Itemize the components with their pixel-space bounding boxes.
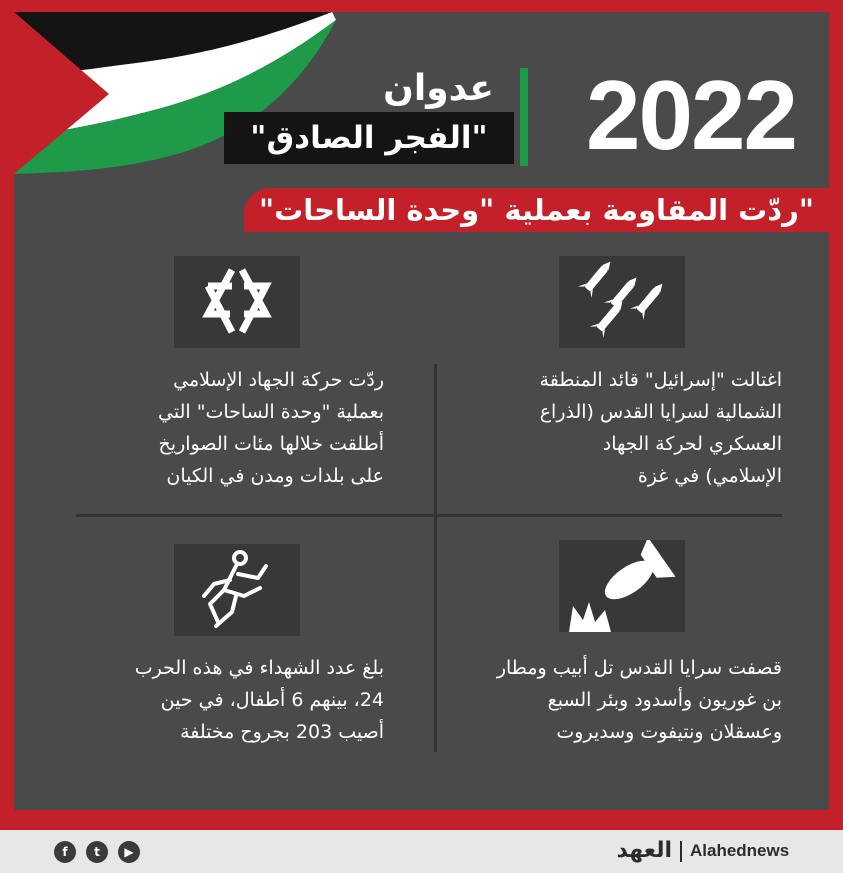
card-4-line: بلغ عدد الشهداء في هذه الحرب (134, 657, 384, 679)
response-banner-text: "ردّت المقاومة بعملية "وحدة الساحات" (259, 193, 814, 227)
card-1-line: اغتالت "إسرائيل" قائد المنطقة (539, 369, 782, 391)
response-banner (244, 188, 829, 232)
card-1-line: الإسلامي) في غزة (637, 465, 782, 487)
operation-name-box (224, 112, 514, 164)
card-1-line: العسكري لحركة الجهاد (602, 433, 782, 455)
card-3-line: قصفت سرايا القدس تل أبيب ومطار (496, 657, 782, 679)
brand-logo-english: Alahednews (690, 841, 790, 860)
grid-horizontal-divider (76, 514, 782, 517)
youtube-icon[interactable]: ▶ (118, 841, 140, 863)
brand-logo-arabic: العهد (616, 838, 672, 863)
card-3-line: بن غوريون وأسدود وبئر السبع (547, 689, 782, 711)
card-4-line: 24، بينهم 6 أطفال، في حين (160, 689, 384, 711)
footer-bar (0, 830, 843, 873)
missiles-icon (559, 256, 685, 348)
card-1-icon-box (559, 256, 685, 348)
card-3-text (480, 652, 782, 748)
grid-vertical-divider (434, 364, 437, 752)
card-3-line: وعسقلان ونتيفوت وسديروت (556, 721, 782, 743)
card-2-line: ردّت حركة الجهاد الإسلامي (173, 369, 384, 391)
card-2-icon-box (174, 256, 300, 348)
card-2-line: بعملية "وحدة الساحات" التي (158, 401, 384, 423)
card-2-text (88, 364, 384, 492)
card-2-line: على بلدات ومدن في الكيان (166, 465, 384, 487)
facebook-icon[interactable]: f (54, 841, 76, 863)
broken-star-of-david-icon (174, 256, 300, 348)
card-2-line: أطلقت خلالها مئات الصواريخ (158, 433, 384, 455)
card-1-text (490, 364, 782, 492)
fallen-person-icon (174, 544, 300, 636)
brand-separator (680, 841, 682, 862)
card-4-line: أصيب 203 بجروح مختلفة (180, 721, 384, 743)
card-1-line: الشمالية لسرايا القدس (الذراع (539, 401, 782, 423)
twitter-icon[interactable]: t (86, 841, 108, 863)
header-divider (520, 68, 528, 166)
year-title: 2022 (585, 60, 796, 170)
card-4-text (96, 652, 384, 748)
infographic-panel (14, 12, 829, 810)
rocket-strike-icon (559, 540, 685, 632)
card-4-icon-box (174, 544, 300, 636)
aggression-word: عدوان (383, 68, 494, 109)
card-3-icon-box (559, 540, 685, 632)
operation-name: "الفجر الصادق" (250, 120, 488, 156)
